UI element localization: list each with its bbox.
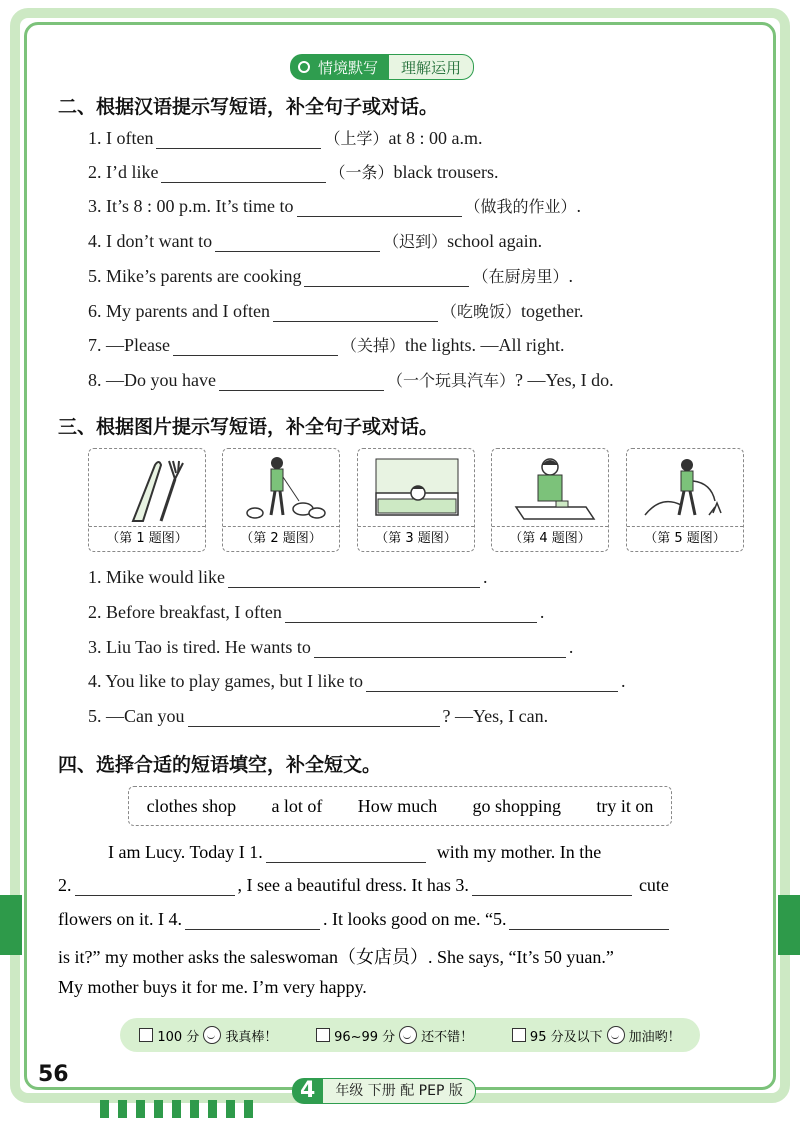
answer-blank[interactable]: [509, 911, 669, 930]
picture-5: [626, 448, 744, 552]
grade-footer: [292, 1078, 476, 1104]
banner-right-label: 理解运用: [388, 54, 474, 80]
banner-left-label: 情境默写: [318, 58, 379, 77]
s3-item-3: 3. Liu Tao is tired. He wants to .: [88, 637, 574, 657]
picture-5-label: （第 5 题图）: [627, 526, 743, 551]
checkbox[interactable]: [316, 1028, 330, 1042]
answer-blank[interactable]: [188, 708, 440, 727]
answer-blank[interactable]: [215, 233, 380, 252]
passage-line-5: My mother buys it for me. I’m very happy.: [58, 977, 367, 997]
answer-blank[interactable]: [285, 604, 537, 623]
s2-item-1: 1. I often （上学）at 8 : 00 a.m.: [88, 128, 483, 148]
score-option: 96~99 分 还不错！: [316, 1026, 473, 1045]
checkbox[interactable]: [139, 1028, 153, 1042]
section3-title: 三、根据图片提示写短语，补全句子或对话。: [58, 416, 439, 438]
s2-item-4: 4. I don’t want to （迟到）school again.: [88, 231, 543, 251]
watering-plants-icon: [641, 455, 731, 525]
answer-blank[interactable]: [266, 844, 426, 863]
picture-4: [491, 448, 609, 552]
picture-2-label: （第 2 题图）: [223, 526, 339, 551]
score-option: 100 分 我真棒！: [139, 1026, 277, 1045]
word-option: How much: [357, 795, 438, 816]
section2-title: 二、根据汉语提示写短语，补全句子或对话。: [58, 96, 439, 118]
section-banner: [290, 54, 474, 80]
answer-blank[interactable]: [297, 198, 462, 217]
answer-blank[interactable]: [228, 569, 480, 588]
answer-blank[interactable]: [314, 639, 566, 658]
section4-title: 四、选择合适的短语填空，补全短文。: [58, 754, 382, 776]
answer-blank[interactable]: [472, 877, 632, 896]
word-option: clothes shop: [146, 795, 237, 816]
answer-blank[interactable]: [304, 268, 469, 287]
page-number: 56: [38, 1062, 69, 1087]
answer-blank[interactable]: [185, 911, 320, 930]
word-option: a lot of: [271, 795, 323, 816]
answer-blank[interactable]: [75, 877, 235, 896]
passage-line-1: I am Lucy. Today I 1. with my mother. In the: [108, 842, 602, 862]
smiley-icon: [399, 1026, 417, 1044]
word-bank: [128, 786, 672, 826]
passage-line-3: flowers on it. I 4. . It looks good on me. “5.: [58, 909, 672, 930]
picture-2: [222, 448, 340, 552]
answer-blank[interactable]: [156, 130, 321, 149]
smiley-icon: [607, 1026, 625, 1044]
passage-line-2: 2. , I see a beautiful dress. It has 3. cute: [58, 875, 669, 895]
answer-blank[interactable]: [161, 164, 326, 183]
word-option: go shopping: [472, 795, 562, 816]
cleaning-table-icon: [506, 455, 596, 525]
answer-blank[interactable]: [219, 372, 384, 391]
s2-item-3: 3. It’s 8 : 00 p.m. It’s time to （做我的作业）.: [88, 196, 582, 216]
s2-item-6: 6. My parents and I often （吃晚饭）together.: [88, 301, 584, 321]
answer-blank[interactable]: [366, 673, 618, 692]
s2-item-8: 8. —Do you have （一个玩具汽车）? —Yes, I do.: [88, 370, 614, 390]
s3-item-4: 4. You like to play games, but I like to .: [88, 671, 626, 691]
s2-item-7: 7. —Please （关掉）the lights. —All right.: [88, 335, 565, 355]
left-side-tab: [0, 895, 22, 955]
s3-item-5: 5. —Can you ? —Yes, I can.: [88, 706, 549, 726]
clock-icon: [298, 61, 310, 73]
smiley-icon: [203, 1026, 221, 1044]
picture-4-label: （第 4 题图）: [492, 526, 608, 551]
answer-blank[interactable]: [173, 337, 338, 356]
checkbox[interactable]: [512, 1028, 526, 1042]
passage-line-4: is it?” my mother asks the saleswoman（女店员）. She says, “It’s 50 yuan.”: [58, 947, 614, 967]
s3-item-1: 1. Mike would like .: [88, 567, 488, 587]
grade-text: 年级 下册 配 PEP 版: [323, 1078, 476, 1104]
picture-1-label: （第 1 题图）: [89, 526, 205, 551]
s2-item-5: 5. Mike’s parents are cooking （在厨房里）.: [88, 266, 573, 286]
picture-3-label: （第 3 题图）: [358, 526, 474, 551]
word-option: try it on: [596, 795, 654, 816]
sleeping-boy-icon: [372, 455, 462, 525]
s3-item-2: 2. Before breakfast, I often .: [88, 602, 545, 622]
right-side-tab: [778, 895, 800, 955]
score-bar: [120, 1018, 700, 1052]
knife-fork-icon: [103, 455, 193, 525]
grade-number: 4: [292, 1078, 323, 1104]
walking-dogs-icon: [237, 455, 327, 525]
picture-1: [88, 448, 206, 552]
s2-item-2: 2. I’d like （一条）black trousers.: [88, 162, 499, 182]
score-option: 95 分及以下 加油哟！: [512, 1026, 681, 1045]
picture-3: [357, 448, 475, 552]
answer-blank[interactable]: [273, 303, 438, 322]
